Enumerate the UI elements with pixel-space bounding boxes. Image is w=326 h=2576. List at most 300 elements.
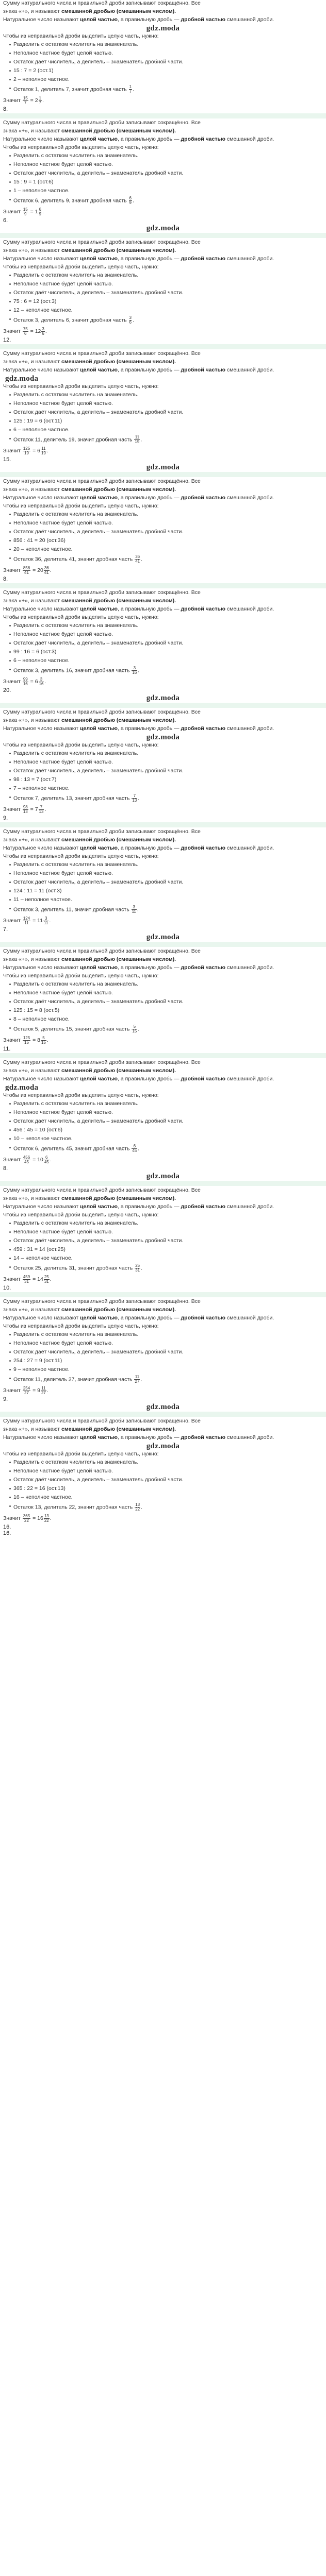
divider	[0, 822, 326, 827]
numerator: 11	[41, 1385, 46, 1391]
denominator: 27	[24, 1390, 29, 1395]
step-divide: Разделить с остатком числитель на знаменатель.	[9, 1100, 323, 1107]
divider	[0, 472, 326, 477]
definition-text: Натуральное число называют целой частью, а правильную дробь — дробной частью смешанной дроби.	[3, 1315, 274, 1321]
step-remainder: Остаток даёт числитель, а делитель – знаменатель дробной части.	[9, 409, 323, 416]
instruction-text: Чтобы из неправильной дроби выделить целую часть, нужно:	[3, 1092, 159, 1098]
denominator: 31	[24, 1279, 29, 1284]
denominator: 19	[24, 450, 29, 455]
intro-text: знака «+», и называют смешанной дробью (смешанным числом).	[3, 1307, 176, 1313]
fraction	[44, 566, 50, 575]
intro-text: Сумму натурального числа и правильной дроби записывают сокращённо. Все	[3, 478, 201, 484]
divider	[0, 1053, 326, 1058]
numerator: 11	[41, 446, 46, 451]
watermark-logo: gdz.moda	[5, 1083, 39, 1092]
instruction-text: Чтобы из неправильной дроби выделить целую часть, нужно:	[3, 1323, 159, 1329]
term-fraction: дробной частью	[181, 1434, 225, 1440]
division-line: 125 : 19 = 6 (ост.11)	[9, 418, 323, 425]
steps-list	[3, 981, 323, 1033]
step-divide: Разделить с остатком числитель на знаменатель.	[9, 1459, 323, 1466]
watermark-logo: gdz.moda	[146, 463, 180, 471]
denominator: 6	[42, 331, 44, 336]
intro-text: знака «+», и называют смешанной дробью (смешанным числом).	[3, 837, 176, 843]
steps-list	[3, 152, 323, 205]
step-incomplete: Неполное частное будет целой частью.	[9, 631, 323, 638]
term-fraction: дробной частью	[181, 367, 225, 373]
step-remainder: Остаток даёт числитель, а делитель – знаменатель дробной части.	[9, 59, 323, 65]
term-whole: целой частью	[80, 725, 118, 732]
instruction-text: Чтобы из неправильной дроби выделить целую часть, нужно:	[3, 853, 159, 859]
denominator: 13	[132, 798, 137, 803]
fraction	[132, 1144, 137, 1153]
fraction	[23, 1275, 30, 1284]
fraction	[132, 666, 137, 675]
definition-text: Натуральное число называют целой частью, а правильную дробь — дробной частью смешанной дроби.	[3, 367, 274, 373]
numerator: 254	[23, 1385, 30, 1391]
answer-number: 8.	[3, 576, 8, 582]
remainder-line: Остаток 11, делитель 19, значит дробная часть $\frac{11}{19}$ .	[9, 435, 323, 444]
division-line: 456 : 45 = 10 (ост.6)	[9, 1127, 323, 1133]
term-fraction: дробной частью	[181, 606, 225, 612]
step-divide: Разделить с остатком числитель на знаменатель.	[9, 272, 323, 279]
term-mixed: смешанной дробью (смешанным числом).	[61, 1067, 176, 1074]
definition-text: Натуральное число называют целой частью, а правильную дробь — дробной частью смешанной дроби.	[3, 964, 274, 971]
numerator: 6	[39, 207, 41, 212]
term-fraction: дробной частью	[181, 136, 225, 142]
division-line: 124 : 11 = 11 (ост.3)	[9, 888, 323, 894]
term-mixed: смешанной дробью (смешанным числом).	[61, 1426, 176, 1432]
steps-list	[3, 272, 323, 325]
numerator: 5	[132, 1025, 137, 1029]
solution-block	[3, 709, 323, 821]
instruction-text: Чтобы из неправильной дроби выделить целую часть, нужно:	[3, 383, 159, 389]
numerator: 25	[135, 1263, 140, 1268]
instruction-text: Чтобы из неправильной дроби выделить целую часть, нужно:	[3, 33, 159, 39]
answer-number: 8.	[3, 106, 8, 112]
solution-block	[3, 350, 323, 471]
instruction-text: Чтобы из неправильной дроби выделить целую часть, нужно:	[3, 144, 159, 150]
mixed-number: 7 $\frac{7}{13}$	[35, 804, 44, 814]
term-whole: целой частью	[80, 1434, 118, 1440]
watermark-logo: gdz.moda	[146, 24, 180, 32]
steps-list	[3, 511, 323, 564]
solution-block	[3, 478, 323, 582]
divider	[0, 344, 326, 349]
remainder-line: Остаток 5, делитель 15, значит дробная часть $\frac{5}{15}$ .	[9, 1025, 323, 1033]
divider	[0, 1412, 326, 1417]
fraction	[44, 1514, 50, 1523]
intro-text: Сумму натурального числа и правильной дроби записывают сокращённо. Все	[3, 239, 201, 245]
result-line: Значит $\frac{99}{16}$ = 6 $\frac{3}{16}$ .	[3, 676, 46, 686]
solution-block	[3, 1059, 323, 1180]
divider	[0, 1292, 326, 1297]
definition-text: Натуральное число называют целой частью, а правильную дробь — дробной частью смешанной дроби.	[3, 136, 274, 142]
incomplete-line: 9 – неполное частное.	[9, 1366, 323, 1373]
denominator: 27	[41, 1390, 46, 1395]
numerator: 3	[43, 917, 48, 921]
step-divide: Разделить с остатком числитель на знаменатель.	[9, 622, 323, 629]
fraction	[134, 1375, 140, 1384]
definition-text: Натуральное число называют целой частью, а правильную дробь — дробной частью смешанной дроби.	[3, 1434, 274, 1440]
fraction	[23, 208, 28, 216]
term-mixed: смешанной дробью (смешанным числом).	[61, 359, 176, 365]
definition-text: Натуральное число называют целой частью, а правильную дробь — дробной частью смешанной дроби.	[3, 1204, 274, 1210]
numerator: 25	[44, 1274, 49, 1279]
numerator: 7	[39, 805, 44, 810]
denominator: 41	[24, 570, 29, 575]
term-whole: целой частью	[80, 1204, 118, 1210]
step-divide: Разделить с остатком числитель на знаменатель.	[9, 1331, 323, 1338]
denominator: 41	[135, 559, 140, 564]
watermark-logo: gdz.moda	[146, 694, 180, 702]
answer-number: 10.	[3, 1285, 11, 1291]
steps-list	[3, 392, 323, 444]
final-number: 16.	[3, 1530, 11, 1536]
numerator: 15	[23, 95, 28, 100]
step-incomplete: Неполное частное будет целой частью.	[9, 161, 323, 168]
definition-text: Натуральное число называют целой частью, а правильную дробь — дробной частью смешанной дроби.	[3, 606, 274, 612]
numerator: 3	[129, 315, 132, 320]
remainder-line: Остаток 7, делитель 13, значит дробная часть $\frac{7}{13}$ .	[9, 794, 323, 803]
incomplete-line: 7 – неполное частное.	[9, 785, 323, 792]
watermark-logo: gdz.moda	[146, 224, 180, 232]
term-mixed: смешанной дробью (смешанным числом).	[61, 247, 176, 253]
denominator: 27	[135, 1379, 140, 1384]
steps-list	[3, 622, 323, 675]
step-incomplete: Неполное частное будет целой частью.	[9, 759, 323, 766]
division-line: 15 : 9 = 1 (ост.6)	[9, 179, 323, 185]
solution-block	[3, 0, 323, 112]
remainder-line: Остаток 6, делитель 45, значит дробная часть $\frac{6}{45}$ .	[9, 1144, 323, 1153]
intro-text: знака «+», и называют смешанной дробью (смешанным числом).	[3, 359, 176, 365]
term-whole: целой частью	[80, 367, 118, 373]
divider	[0, 1181, 326, 1186]
step-remainder: Остаток даёт числитель, а делитель – знаменатель дробной части.	[9, 529, 323, 535]
remainder-line: Остаток 13, делитель 22, значит дробная часть $\frac{13}{22}$ .	[9, 1503, 323, 1512]
fraction	[23, 1514, 30, 1523]
intro-text: знака «+», и называют смешанной дробью (смешанным числом).	[3, 1067, 176, 1074]
step-remainder: Остаток даёт числитель, а делитель – знаменатель дробной части.	[9, 768, 323, 774]
step-remainder: Остаток даёт числитель, а делитель – знаменатель дробной части.	[9, 1477, 323, 1483]
term-mixed: смешанной дробью (смешанным числом).	[61, 837, 176, 843]
remainder-line: Остаток 6, делитель 9, значит дробная часть $\frac{6}{9}$ .	[9, 196, 323, 205]
intro-text: знака «+», и называют смешанной дробью (смешанным числом).	[3, 956, 176, 962]
term-mixed: смешанной дробью (смешанным числом).	[61, 598, 176, 604]
result-line: Значит $\frac{15}{9}$ = 1 $\frac{6}{9}$ .	[3, 207, 44, 216]
step-incomplete: Неполное частное будет целой частью.	[9, 281, 323, 287]
incomplete-line: 8 – неполное частное.	[9, 1016, 323, 1023]
incomplete-line: 6 – неполное частное.	[9, 427, 323, 433]
division-line: 365 : 22 = 16 (ост.13)	[9, 1485, 323, 1492]
incomplete-line: 11 – неполное частное.	[9, 896, 323, 903]
remainder-line: Остаток 3, делитель 16, значит дробная часть $\frac{3}{16}$ .	[9, 666, 323, 675]
steps-list	[3, 1220, 323, 1273]
mixed-number: 14 $\frac{25}{31}$	[37, 1274, 49, 1284]
step-remainder: Остаток даёт числитель, а делитель – знаменатель дробной части.	[9, 1349, 323, 1355]
mixed-number: 9 $\frac{11}{27}$	[37, 1385, 46, 1395]
instruction-text: Чтобы из неправильной дроби выделить целую часть, нужно:	[3, 973, 159, 979]
denominator: 45	[44, 1159, 49, 1164]
numerator: 5	[41, 1036, 46, 1041]
divider	[0, 942, 326, 947]
remainder-line: Остаток 1, делитель 7, значит дробная часть $\frac{1}{7}$ .	[9, 85, 323, 94]
term-whole: целой частью	[80, 1315, 118, 1321]
fraction	[23, 1036, 30, 1045]
numerator: 6	[132, 1144, 137, 1149]
solution-block	[3, 589, 323, 702]
solution-block	[3, 1298, 323, 1411]
solution-block	[3, 1187, 323, 1291]
result-line: Значит $\frac{125}{15}$ = 8 $\frac{5}{15}$ .	[3, 1035, 48, 1045]
solution-block	[3, 828, 323, 941]
intro-text: Сумму натурального числа и правильной дроби записывают сокращённо. Все	[3, 709, 201, 715]
step-remainder: Остаток даёт числитель, а делитель – знаменатель дробной части.	[9, 640, 323, 647]
step-incomplete: Неполное частное будет целой частью.	[9, 520, 323, 527]
step-incomplete: Неполное частное будет целой частью.	[9, 870, 323, 877]
intro-text: знака «+», и называют смешанной дробью (смешанным числом).	[3, 8, 176, 14]
watermark-logo: gdz.moda	[5, 375, 39, 383]
result-line: Значит $\frac{98}{13}$ = 7 $\frac{7}{13}$ .	[3, 804, 46, 814]
intro-text: Сумму натурального числа и правильной дроби записывают сокращённо. Все	[3, 1059, 201, 1065]
step-incomplete: Неполное частное будет целой частью.	[9, 1468, 323, 1475]
term-whole: целой частью	[80, 1076, 118, 1082]
solution-block	[3, 1418, 323, 1530]
fraction	[135, 555, 140, 564]
fraction	[23, 805, 28, 814]
numerator: 459	[23, 1274, 30, 1279]
mixed-number: 12 $\frac{3}{6}$	[35, 326, 44, 336]
fraction	[23, 1156, 30, 1164]
numerator: 1	[39, 95, 41, 100]
definition-text: Натуральное число называют целой частью, а правильную дробь — дробной частью смешанной дроби.	[3, 256, 274, 262]
steps-list	[3, 41, 323, 94]
step-incomplete: Неполное частное будет целой частью.	[9, 400, 323, 407]
fraction	[23, 1386, 30, 1395]
definition-text: Натуральное число называют целой частью, а правильную дробь — дробной частью смешанной дроби.	[3, 725, 274, 732]
definition-text: Натуральное число называют целой частью, а правильную дробь — дробной частью смешанной дроби.	[3, 1076, 274, 1082]
intro-text: Сумму натурального числа и правильной дроби записывают сокращённо. Все	[3, 120, 201, 126]
term-fraction: дробной частью	[181, 16, 225, 23]
result-line: Значит $\frac{365}{22}$ = 16 $\frac{13}{22}$ .	[3, 1513, 52, 1523]
numerator: 124	[23, 916, 30, 921]
divider	[0, 583, 326, 588]
intro-text: Сумму натурального числа и правильной дроби записывают сокращённо. Все	[3, 828, 201, 835]
mixed-number: 11 $\frac{3}{11}$	[37, 916, 48, 925]
step-incomplete: Неполное частное будет целой частью.	[9, 50, 323, 57]
denominator: 16	[132, 670, 137, 675]
result-line: Значит $\frac{459}{31}$ = 14 $\frac{25}{31}$ .	[3, 1274, 52, 1284]
fraction	[23, 327, 28, 336]
numerator: 6	[129, 196, 132, 200]
fraction	[135, 1503, 140, 1512]
term-mixed: смешанной дробью (смешанным числом).	[61, 956, 176, 962]
fraction	[132, 1025, 137, 1033]
division-line: 15 : 7 = 2 (ост.1)	[9, 67, 323, 74]
term-fraction: дробной частью	[181, 1315, 225, 1321]
remainder-line: Остаток 3, делитель 6, значит дробная часть $\frac{3}{6}$ .	[9, 316, 323, 325]
denominator: 9	[39, 211, 41, 216]
mixed-number: 16 $\frac{13}{22}$	[37, 1513, 49, 1523]
step-remainder: Остаток даёт числитель, а делитель – знаменатель дробной части.	[9, 290, 323, 296]
fraction	[41, 1036, 46, 1045]
intro-text: знака «+», и называют смешанной дробью (смешанным числом).	[3, 598, 176, 604]
term-whole: целой частью	[80, 256, 118, 262]
numerator: 11	[135, 435, 140, 439]
step-divide: Разделить с остатком числитель на знаменатель.	[9, 750, 323, 757]
step-divide: Разделить с остатком числитель на знаменатель.	[9, 152, 323, 159]
denominator: 11	[132, 909, 136, 914]
answer-number: 7.	[3, 926, 8, 933]
numerator: 456	[23, 1155, 30, 1160]
intro-text: Сумму натурального числа и правильной дроби записывают сокращённо. Все	[3, 948, 201, 954]
denominator: 9	[129, 200, 132, 205]
fraction	[39, 677, 44, 686]
steps-list	[3, 750, 323, 803]
instruction-text: Чтобы из неправильной дроби выделить целую часть, нужно:	[3, 742, 159, 748]
term-whole: целой частью	[80, 845, 118, 851]
term-whole: целой частью	[80, 136, 118, 142]
step-divide: Разделить с остатком числитель на знаменатель.	[9, 861, 323, 868]
intro-text: знака «+», и называют смешанной дробью (смешанным числом).	[3, 1195, 176, 1201]
term-whole: целой частью	[80, 16, 118, 23]
term-mixed: смешанной дробью (смешанным числом).	[61, 717, 176, 723]
numerator: 1	[129, 84, 132, 89]
watermark-logo: gdz.moda	[146, 933, 180, 941]
division-line: 75 : 6 = 12 (ост.3)	[9, 298, 323, 305]
incomplete-line: 1 – неполное частное.	[9, 188, 323, 194]
intro-text: Сумму натурального числа и правильной дроби записывают сокращённо. Все	[3, 589, 201, 596]
numerator: 856	[23, 565, 30, 570]
incomplete-line: 12 – неполное частное.	[9, 307, 323, 314]
denominator: 7	[24, 100, 27, 105]
result-line: Значит $\frac{456}{45}$ = 10 $\frac{6}{45}$ .	[3, 1155, 52, 1164]
denominator: 31	[135, 1268, 140, 1273]
step-divide: Разделить с остатком числитель на знаменатель.	[9, 1220, 323, 1227]
denominator: 7	[39, 100, 41, 105]
incomplete-line: 10 – неполное частное.	[9, 1136, 323, 1142]
fraction	[129, 196, 132, 205]
definition-text: Натуральное число называют целой частью, а правильную дробь — дробной частью смешанной дроби.	[3, 845, 274, 851]
solution-block	[3, 239, 323, 343]
division-line: 98 : 13 = 7 (ост.7)	[9, 776, 323, 783]
intro-text: Сумму натурального числа и правильной дроби записывают сокращённо. Все	[3, 1418, 201, 1424]
numerator: 6	[44, 1156, 50, 1160]
result-line: Значит $\frac{856}{41}$ = 20 $\frac{36}{41}$ .	[3, 565, 52, 575]
denominator: 31	[44, 1279, 49, 1284]
fraction	[43, 917, 48, 925]
step-divide: Разделить с остатком числитель на знаменатель.	[9, 392, 323, 398]
definition-text: Натуральное число называют целой частью, а правильную дробь — дробной частью смешанной дроби.	[3, 16, 274, 23]
division-line: 856 : 41 = 20 (ост.36)	[9, 537, 323, 544]
fraction	[41, 1386, 46, 1395]
fraction	[23, 96, 28, 105]
division-line: 254 : 27 = 9 (ост.11)	[9, 1358, 323, 1364]
intro-text: знака «+», и называют смешанной дробью (смешанным числом).	[3, 128, 176, 134]
denominator: 11	[44, 920, 48, 925]
numerator: 3	[42, 326, 44, 331]
definition-text: Натуральное число называют целой частью, а правильную дробь — дробной частью смешанной дроби.	[3, 495, 274, 501]
step-remainder: Остаток даёт числитель, а делитель – знаменатель дробной части.	[9, 170, 323, 177]
fraction	[39, 96, 42, 105]
term-fraction: дробной частью	[181, 256, 225, 262]
denominator: 22	[135, 1507, 140, 1512]
step-remainder: Остаток даёт числитель, а делитель – знаменатель дробной части.	[9, 998, 323, 1005]
intro-text: Сумму натурального числа и правильной дроби записывают сокращённо. Все	[3, 0, 201, 6]
term-mixed: смешанной дробью (смешанным числом).	[61, 128, 176, 134]
denominator: 13	[39, 809, 44, 814]
step-remainder: Остаток даёт числитель, а делитель – знаменатель дробной части.	[9, 1238, 323, 1244]
divider	[0, 113, 326, 118]
fraction	[135, 1264, 140, 1273]
numerator: 3	[39, 677, 44, 682]
step-divide: Разделить с остатком числитель на знаменатель.	[9, 981, 323, 988]
intro-text: знака «+», и называют смешанной дробью (смешанным числом).	[3, 717, 176, 723]
denominator: 41	[44, 570, 49, 575]
result-line: Значит $\frac{15}{7}$ = 2 $\frac{1}{7}$ .	[3, 95, 44, 105]
answer-number: 16.	[3, 1524, 11, 1530]
denominator: 45	[24, 1159, 29, 1164]
numerator: 3	[132, 666, 137, 671]
step-divide: Разделить с остатком числитель на знаменатель.	[9, 41, 323, 48]
instruction-text: Чтобы из неправильной дроби выделить целую часть, нужно:	[3, 264, 159, 270]
instruction-text: Чтобы из неправильной дроби выделить целую часть, нужно:	[3, 1451, 159, 1457]
mixed-number: 6 $\frac{11}{19}$	[37, 446, 46, 455]
remainder-line: Остаток 36, делитель 41, значит дробная часть $\frac{36}{41}$ .	[9, 555, 323, 564]
fraction	[39, 805, 44, 814]
instruction-text: Чтобы из неправильной дроби выделить целую часть, нужно:	[3, 1212, 159, 1218]
fraction	[23, 677, 28, 686]
intro-text: знака «+», и называют смешанной дробью (смешанным числом).	[3, 1426, 176, 1432]
incomplete-line: 2 – неполное частное.	[9, 76, 323, 83]
fraction	[132, 794, 137, 803]
fraction	[129, 85, 132, 94]
denominator: 9	[24, 211, 27, 216]
denominator: 16	[23, 681, 28, 686]
mixed-number: 2 $\frac{1}{7}$	[35, 95, 41, 105]
term-fraction: дробной частью	[181, 495, 225, 501]
step-remainder: Остаток даёт числитель, а делитель – знаменатель дробной части.	[9, 1118, 323, 1125]
term-mixed: смешанной дробью (смешанным числом).	[61, 8, 176, 14]
numerator: 13	[44, 1513, 49, 1518]
numerator: 75	[23, 326, 28, 331]
numerator: 11	[135, 1375, 140, 1379]
answer-number: 20.	[3, 687, 11, 693]
fraction	[44, 1275, 50, 1284]
fraction	[129, 316, 132, 325]
division-line: 125 : 15 = 8 (ост.5)	[9, 1007, 323, 1014]
term-fraction: дробной частью	[181, 1204, 225, 1210]
instruction-text: Чтобы из неправильной дроби выделить целую часть, нужно:	[3, 503, 159, 509]
step-incomplete: Неполное частное будет целой частью.	[9, 990, 323, 996]
denominator: 45	[132, 1148, 137, 1153]
mixed-number: 10 $\frac{6}{45}$	[37, 1155, 49, 1164]
step-incomplete: Неполное частное будет целой частью.	[9, 1109, 323, 1116]
result-line: Значит $\frac{75}{6}$ = 12 $\frac{3}{6}$ .	[3, 326, 47, 336]
denominator: 15	[41, 1040, 46, 1045]
intro-text: знака «+», и называют смешанной дробью (смешанным числом).	[3, 486, 176, 493]
numerator: 36	[44, 565, 49, 570]
denominator: 15	[24, 1040, 29, 1045]
numerator: 15	[23, 207, 28, 212]
denominator: 22	[24, 1518, 29, 1523]
intro-text: Сумму натурального числа и правильной дроби записывают сокращённо. Все	[3, 1187, 201, 1193]
term-fraction: дробной частью	[181, 964, 225, 971]
remainder-line: Остаток 11, делитель 27, значит дробная часть $\frac{11}{27}$ .	[9, 1375, 323, 1384]
result-line: Значит $\frac{124}{11}$ = 11 $\frac{3}{11}$ .	[3, 916, 51, 925]
incomplete-line: 20 – неполное частное.	[9, 546, 323, 553]
steps-list	[3, 1331, 323, 1384]
step-divide: Разделить с остатком числитель на знаменатель.	[9, 511, 323, 518]
